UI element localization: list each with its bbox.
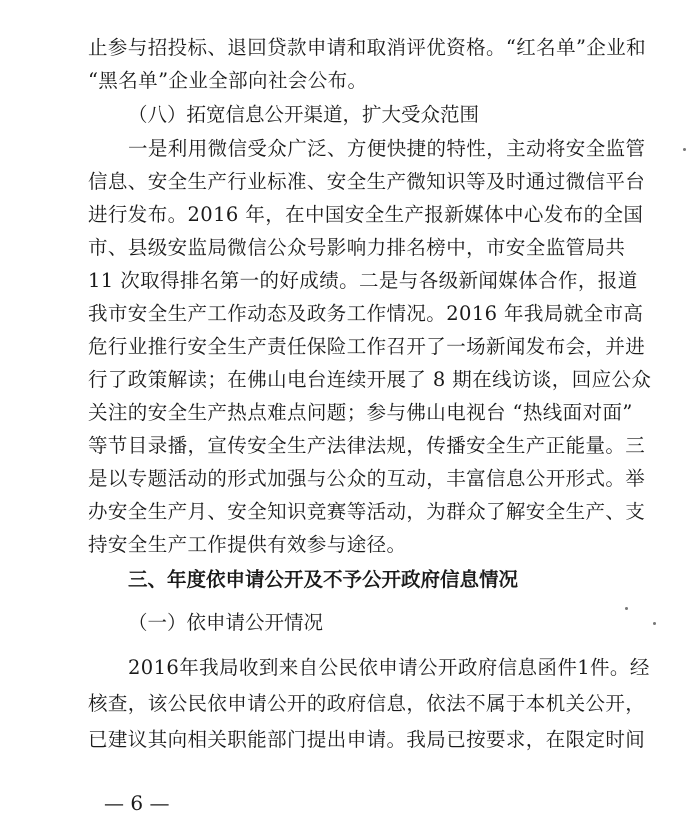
- body-line: “黑名单”企业全部向社会公布。: [88, 69, 368, 92]
- body-line: 我市安全生产工作动态及政务工作情况。2016 年我局就全市高: [88, 302, 644, 325]
- body-line: 持安全生产工作提供有效参与途径。: [88, 533, 407, 556]
- body-line: 进行发布。2016 年，在中国安全生产报新媒体中心发布的全国: [88, 203, 644, 226]
- body-line: 是以专题活动的形式加强与公众的互动，丰富信息公开形式。举: [88, 467, 646, 490]
- section-three-heading: 三、年度依申请公开及不予公开政府信息情况: [128, 568, 519, 591]
- body-line: 危行业推行安全生产责任保险工作召开了一场新闻发布会，并进: [88, 335, 646, 358]
- scan-speck: [683, 148, 686, 151]
- body-line: 2016年我局收到来自公民依申请公开政府信息函件1件。经: [128, 656, 650, 679]
- body-line: 市、县级安监局微信公众号影响力排名榜中，市安全监管局共: [88, 236, 626, 259]
- body-line: 信息、安全生产行业标准、安全生产微知识等及时通过微信平台: [88, 170, 646, 193]
- body-line: 行了政策解读；在佛山电台连续开展了 8 期在线访谈，回应公众: [88, 368, 652, 391]
- body-line: 核查，该公民依申请公开的政府信息，依法不属于本机关公开，: [88, 692, 646, 715]
- body-line: 等节目录播，宣传安全生产法律法规，传播安全生产正能量。三: [88, 434, 646, 457]
- scan-speck: [625, 607, 628, 610]
- body-line: 已建议其向相关职能部门提出申请。我局已按要求，在限定时间: [88, 728, 646, 751]
- body-line: 11 次取得排名第一的好成绩。二是与各级新闻媒体合作，报道: [88, 269, 638, 292]
- scan-speck: [653, 622, 656, 625]
- page-number: — 6 —: [104, 791, 170, 815]
- body-line: 一是利用微信受众广泛、方便快捷的特性，主动将安全监管: [128, 137, 646, 160]
- section-eight-heading: （八）拓宽信息公开渠道，扩大受众范围: [128, 103, 480, 126]
- body-line: 办安全生产月、安全知识竞赛等活动，为群众了解安全生产、支: [88, 500, 646, 523]
- body-line: 止参与招投标、退回贷款申请和取消评优资格。“红名单”企业和: [88, 36, 647, 59]
- subsection-one-heading: （一）依申请公开情况: [128, 611, 324, 634]
- body-line: 关注的安全生产热点难点问题；参与佛山电视台 “热线面对面”: [88, 401, 633, 424]
